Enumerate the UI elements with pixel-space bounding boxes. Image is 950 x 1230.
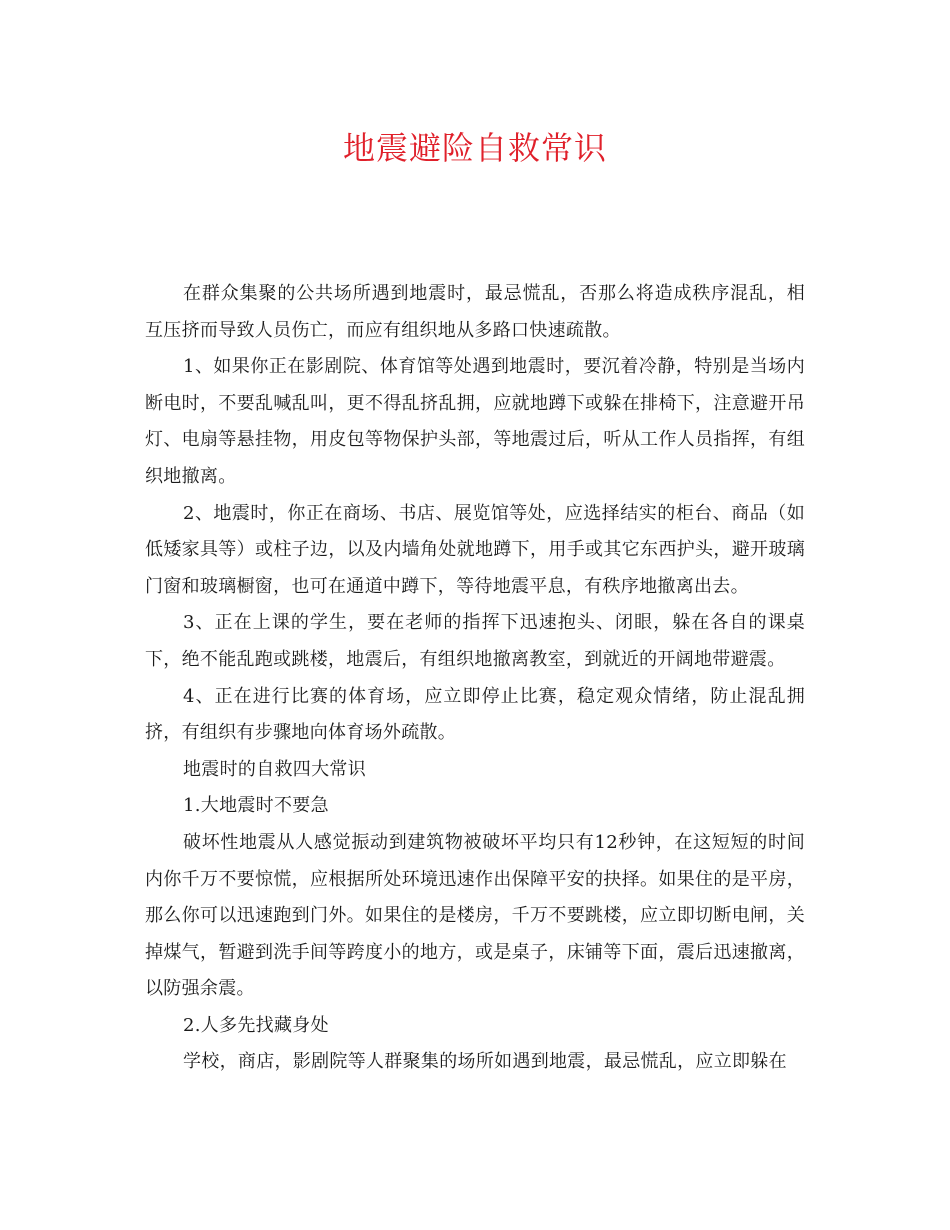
paragraph-intro: 在群众集聚的公共场所遇到地震时，最忌慌乱，否那么将造成秩序混乱，相互压挤而导致人员伤亡，而应有组织地从多路口快速疏散。: [145, 283, 805, 341]
paragraph-tip-2: 学校，商店，影剧院等人群聚集的场所如遇到地震，最忌慌乱，应立即躲在: [183, 1051, 787, 1073]
subheading-1: 1.大地震时不要急: [183, 795, 329, 817]
section-heading: 地震时的自救四大常识: [183, 758, 366, 780]
paragraph-tip-1: 破坏性地震从人感觉振动到建筑物被破坏平均只有12秒钟，在这短短的时间内你千万不要惊慌，应根据所处环境迅速作出保障平安的抉择。如果住的是平房，那么你可以迅速跑到门外。如果住的是楼房，千万不要跳楼，应立即切断电闸，关掉煤气，暂避到洗手间等跨度小的地方，或是桌子，床铺等下面，震后迅速撤离，以防强余震。: [145, 831, 805, 1000]
paragraph-item-1: 1、如果你正在影剧院、体育馆等处遇到地震时，要沉着冷静，特别是当场内断电时，不要乱喊乱叫，更不得乱挤乱拥，应就地蹲下或躲在排椅下，注意避开吊灯、电扇等悬挂物，用皮包等物保护头部，等地震过后，听从工作人员指挥，有组织地撤离。: [145, 356, 805, 487]
subheading-2: 2.人多先找藏身处: [183, 1014, 329, 1036]
paragraph-item-4: 4、正在进行比赛的体育场，应立即停止比赛，稳定观众情绪，防止混乱拥挤，有组织有步骤地向体育场外疏散。: [145, 685, 805, 744]
document-body: [145, 276, 805, 1081]
document-title: 地震避险自救常识: [342, 129, 607, 167]
paragraph-item-3: 3、正在上课的学生，要在老师的指挥下迅速抱头、闭眼，躲在各自的课桌下，绝不能乱跑或跳楼，地震后，有组织地撤离教室，到就近的开阔地带避震。: [145, 612, 805, 670]
paragraph-item-2: 2、地震时，你正在商场、书店、展览馆等处，应选择结实的柜台、商品（如低矮家具等）或柱子边，以及内墙角处就地蹲下，用手或其它东西护头，避开玻璃门窗和玻璃橱窗，也可在通道中蹲下，等待地震平息，有秩序地撤离出去。: [145, 502, 805, 597]
